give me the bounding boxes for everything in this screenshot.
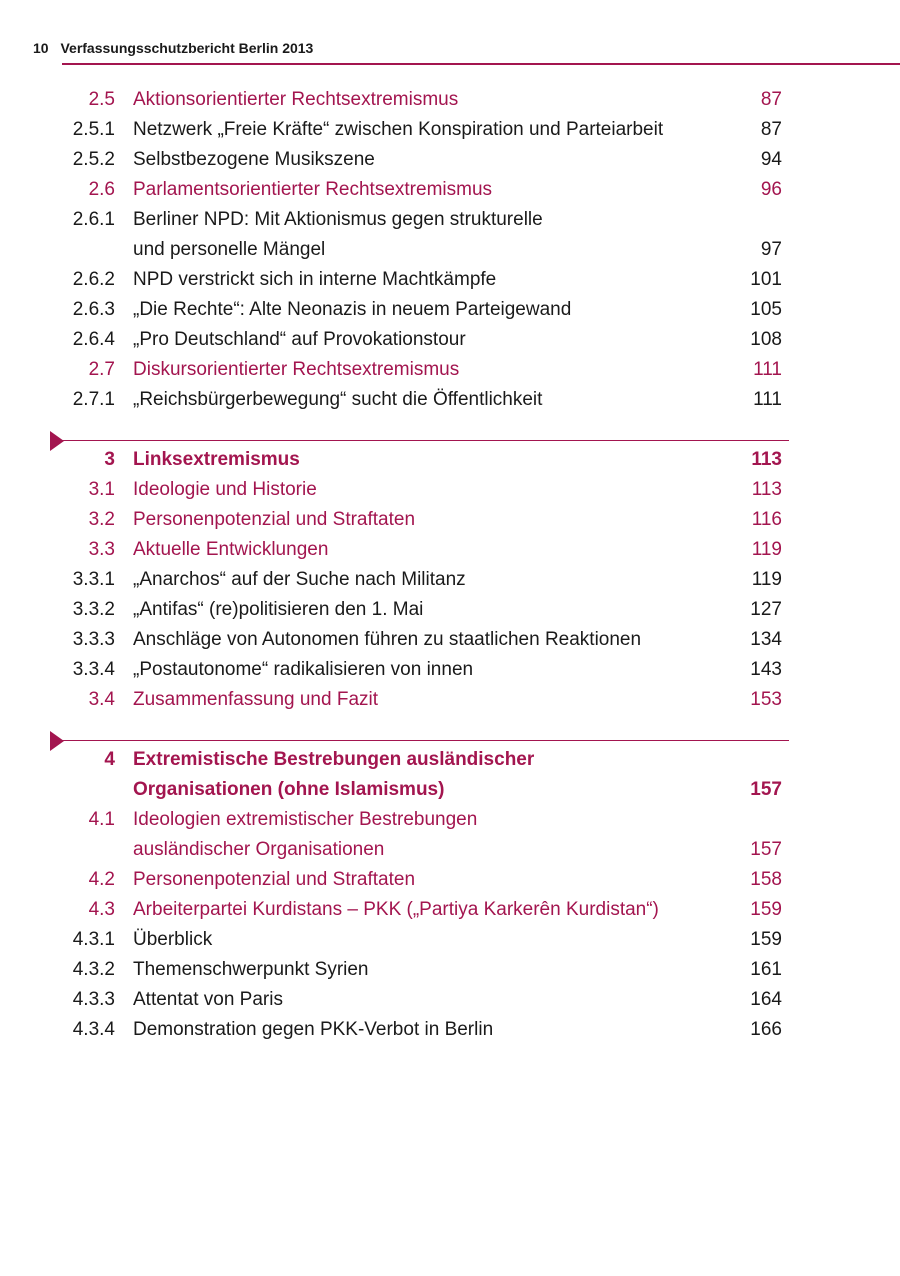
section-divider — [62, 440, 789, 441]
toc-entry-title: ausländischer Organisationen — [133, 839, 385, 860]
toc-entry-title: Diskursorientierter Rechtsextremismus — [133, 359, 460, 380]
toc-entry-title: Organisationen (ohne Islamismus) — [133, 779, 445, 800]
toc-entry[interactable] — [0, 295, 900, 325]
toc-entry-title: „Die Rechte“: Alte Neonazis in neuem Parteigewand — [133, 299, 572, 320]
toc-entry[interactable] — [0, 205, 900, 235]
toc-entry[interactable] — [0, 505, 900, 535]
toc-entry[interactable] — [0, 775, 900, 805]
toc-entry[interactable] — [0, 445, 900, 475]
toc-entry-title: Anschläge von Autonomen führen zu staatlichen Reaktionen — [133, 629, 642, 650]
toc-entry-page: 101 — [750, 269, 782, 290]
toc-entry-title: Linksextremismus — [133, 449, 300, 470]
toc-entry-number: 3.3.4 — [72, 659, 115, 680]
toc-entry-page: 157 — [750, 779, 782, 800]
toc-entry-number: 2.6.3 — [72, 299, 115, 320]
toc-entry-title: Themenschwerpunkt Syrien — [133, 959, 369, 980]
toc-entry[interactable] — [0, 925, 900, 955]
toc-entry-title: Überblick — [133, 929, 213, 950]
toc-entry-page: 119 — [751, 539, 782, 560]
toc-entry-page: 94 — [760, 149, 782, 170]
toc-entry[interactable] — [0, 175, 900, 205]
section-divider — [62, 740, 789, 741]
toc-entry-page: 87 — [760, 119, 782, 140]
toc-entry-title: „Postautonome“ radikalisieren von innen — [133, 659, 474, 680]
toc-entry-number: 4.3.3 — [72, 989, 115, 1010]
toc-entry-number: 2.6 — [88, 179, 115, 200]
toc-entry-page: 119 — [751, 569, 782, 590]
toc-entry-page: 157 — [750, 839, 782, 860]
toc-entry-page: 166 — [750, 1019, 782, 1040]
toc-entry-number: 2.5.1 — [72, 119, 115, 140]
toc-entry-title: „Anarchos“ auf der Suche nach Militanz — [133, 569, 466, 590]
toc-entry-number: 2.6.4 — [72, 329, 115, 350]
toc-entry[interactable] — [0, 475, 900, 505]
toc-entry[interactable] — [0, 955, 900, 985]
toc-entry-page: 111 — [753, 389, 782, 410]
toc-entry-title: Personenpotenzial und Straftaten — [133, 509, 416, 530]
toc-entry-page: 108 — [750, 329, 782, 350]
toc-entry[interactable] — [0, 85, 900, 115]
toc-entry-number: 2.7 — [88, 359, 115, 380]
header-title: Verfassungsschutzbericht Berlin 2013 — [60, 40, 314, 56]
toc-entry-number: 4 — [104, 749, 115, 770]
header-page-number: 10 — [33, 40, 49, 56]
toc-entry-page: 134 — [750, 629, 782, 650]
toc-entry[interactable] — [0, 1015, 900, 1045]
toc-entry-title: Parlamentsorientierter Rechtsextremismus — [133, 179, 493, 200]
toc-entry-number: 4.3 — [88, 899, 115, 920]
toc-entry-number: 2.6.2 — [72, 269, 115, 290]
toc-entry-page: 159 — [750, 929, 782, 950]
header-rule — [62, 63, 900, 65]
toc-entry-number: 2.6.1 — [72, 209, 115, 230]
toc-entry[interactable] — [0, 235, 900, 265]
toc-entry[interactable] — [0, 745, 900, 775]
toc-entry-page: 96 — [760, 179, 782, 200]
toc-entry-number: 3 — [104, 449, 115, 470]
toc-entry[interactable] — [0, 625, 900, 655]
toc-entry-page: 159 — [750, 899, 782, 920]
toc-entry-page: 153 — [750, 689, 782, 710]
toc-entry-title: Zusammenfassung und Fazit — [133, 689, 379, 710]
toc-entry-title: Ideologie und Historie — [133, 479, 317, 500]
toc-entry-title: „Antifas“ (re)politisieren den 1. Mai — [133, 599, 424, 620]
toc-entry[interactable] — [0, 265, 900, 295]
toc-entry-number: 4.3.1 — [72, 929, 115, 950]
toc-entry-number: 2.5.2 — [72, 149, 115, 170]
toc-entry-title: Aktionsorientierter Rechtsextremismus — [133, 89, 459, 110]
toc-entry-number: 4.3.4 — [72, 1019, 115, 1040]
toc-entry-title: „Reichsbürgerbewegung“ sucht die Öffentlichkeit — [133, 389, 543, 410]
toc-entry[interactable] — [0, 985, 900, 1015]
toc-entry-page: 116 — [751, 509, 782, 530]
toc-entry-page: 113 — [751, 479, 782, 500]
toc-entry-number: 3.1 — [88, 479, 115, 500]
toc-entry-page: 111 — [753, 359, 782, 380]
toc-entry[interactable] — [0, 325, 900, 355]
running-header — [33, 40, 313, 56]
toc-entry[interactable] — [0, 685, 900, 715]
toc-entry-title: Netzwerk „Freie Kräfte“ zwischen Konspiration und Parteiarbeit — [133, 119, 664, 140]
toc-entry-number: 3.4 — [88, 689, 115, 710]
toc-entry-title: Arbeiterpartei Kurdistans – PKK („Partiya Karkerên Kurdistan“) — [133, 899, 659, 920]
toc-entry-number: 3.3 — [88, 539, 115, 560]
toc-entry-title: Ideologien extremistischer Bestrebungen — [133, 809, 478, 830]
toc-entry-number: 2.5 — [88, 89, 115, 110]
toc-entry-number: 4.2 — [88, 869, 115, 890]
toc-entry[interactable] — [0, 355, 900, 385]
toc-entry[interactable] — [0, 595, 900, 625]
toc-entry-page: 161 — [750, 959, 782, 980]
toc-entry[interactable] — [0, 835, 900, 865]
toc-entry-page: 113 — [751, 449, 782, 470]
toc-entry-title: Berliner NPD: Mit Aktionismus gegen strukturelle — [133, 209, 543, 230]
toc-entry[interactable] — [0, 385, 900, 415]
toc-entry-number: 4.3.2 — [72, 959, 115, 980]
toc-entry-title: Attentat von Paris — [133, 989, 283, 1010]
toc-entry-title: Extremistische Bestrebungen ausländischer — [133, 749, 535, 770]
toc-entry-number: 2.7.1 — [72, 389, 115, 410]
toc-entry-title: NPD verstrickt sich in interne Machtkämpfe — [133, 269, 497, 290]
toc-entry-page: 143 — [750, 659, 782, 680]
toc-entry-page: 164 — [750, 989, 782, 1010]
toc-entry[interactable] — [0, 895, 900, 925]
toc-entry[interactable] — [0, 535, 900, 565]
toc-entry-page: 127 — [750, 599, 782, 620]
toc-entry[interactable] — [0, 865, 900, 895]
toc-entry-page: 158 — [750, 869, 782, 890]
toc-entry-title: „Pro Deutschland“ auf Provokationstour — [133, 329, 466, 350]
toc-entry[interactable] — [0, 805, 900, 835]
toc-entry-number: 3.2 — [88, 509, 115, 530]
toc-entry-page: 105 — [750, 299, 782, 320]
toc-entry-number: 3.3.2 — [72, 599, 115, 620]
toc-entry-title: Selbstbezogene Musikszene — [133, 149, 375, 170]
toc-entry-number: 3.3.1 — [72, 569, 115, 590]
toc-entry-number: 3.3.3 — [72, 629, 115, 650]
toc-entry[interactable] — [0, 655, 900, 685]
toc-entry-number: 4.1 — [88, 809, 115, 830]
toc-entry-title: und personelle Mängel — [133, 239, 326, 260]
toc-entry[interactable] — [0, 565, 900, 595]
toc-entry-title: Aktuelle Entwicklungen — [133, 539, 329, 560]
toc-entry-page: 97 — [760, 239, 782, 260]
toc-entry-title: Personenpotenzial und Straftaten — [133, 869, 416, 890]
toc-entry-title: Demonstration gegen PKK-Verbot in Berlin — [133, 1019, 494, 1040]
toc-entry[interactable] — [0, 145, 900, 175]
toc-entry-page: 87 — [760, 89, 782, 110]
toc-entry[interactable] — [0, 115, 900, 145]
